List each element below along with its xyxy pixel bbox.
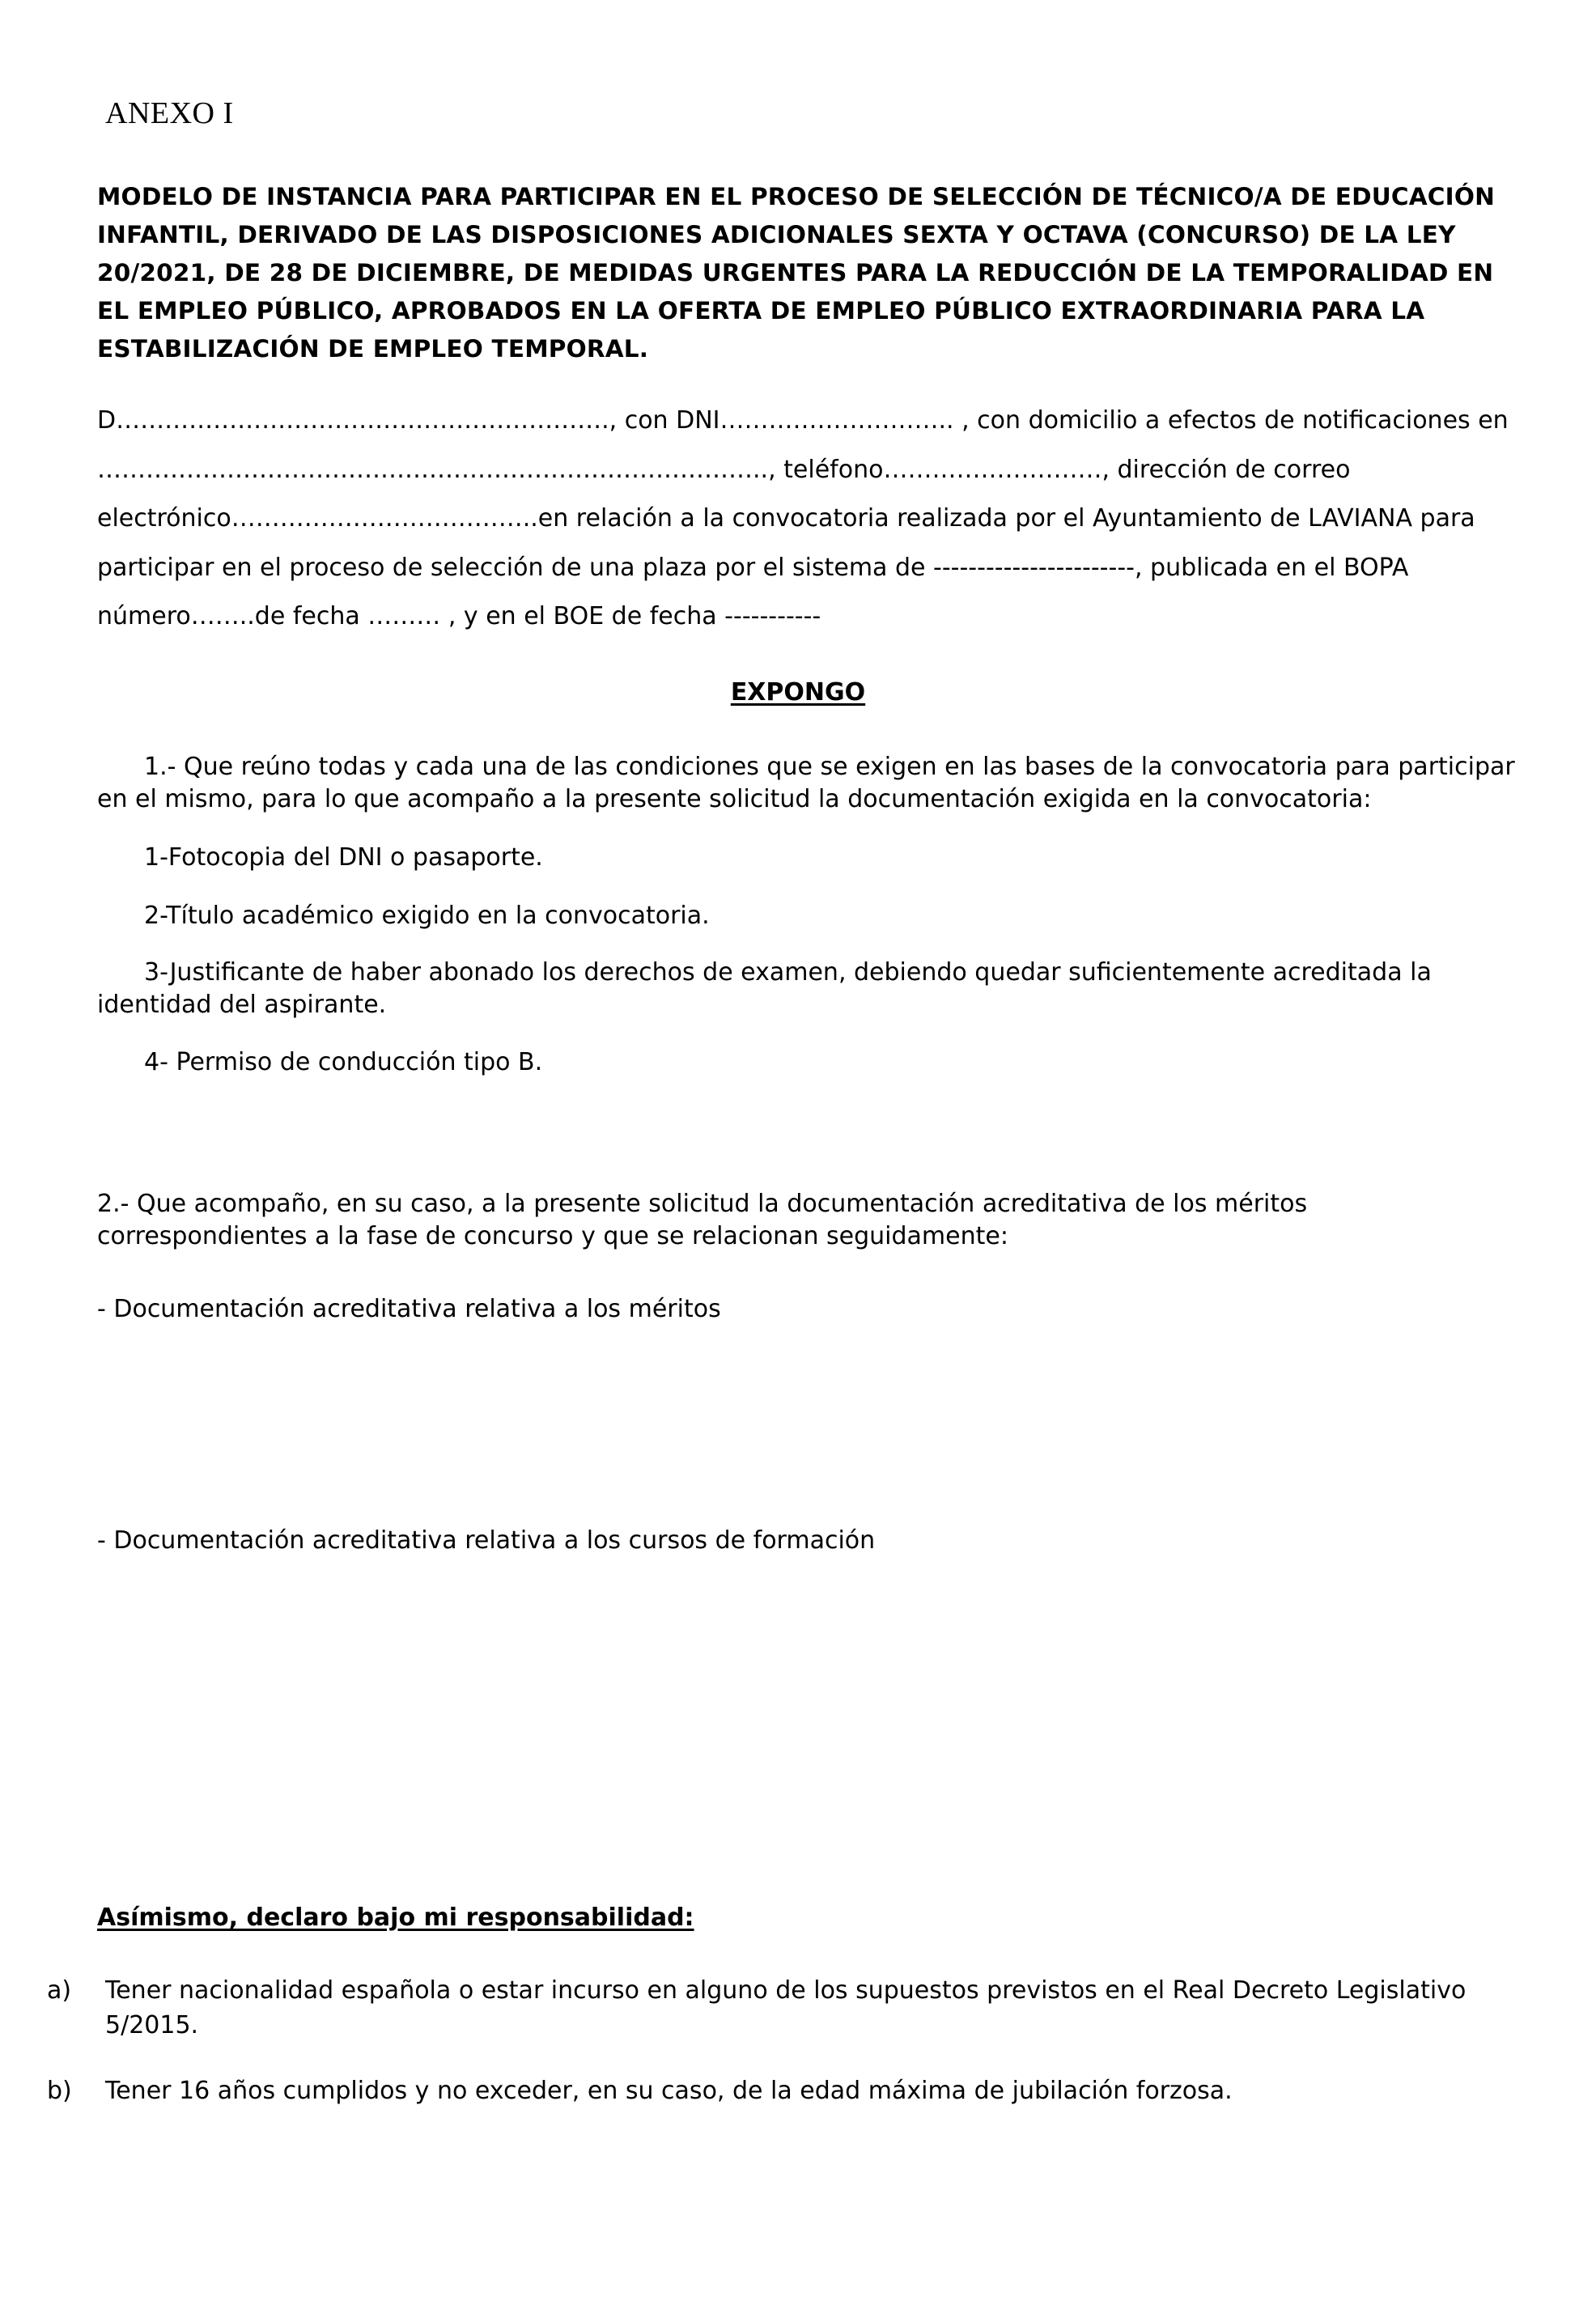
declaration-a-letter: a) [47,1976,72,2005]
expongo-heading: EXPONGO [730,678,866,707]
declaration-heading-wrap [97,1902,1522,1934]
courses-item: - Documentación acreditativa relativa a los cursos de formación [97,1526,876,1555]
document-item-3: 3-Justificante de haber abonado los derechos de examen, debiendo quedar suficientemente acreditada la identidad del aspirante. [97,958,1432,1019]
applicant-details-paragraph: D……………………………………………………., con DNI……………………….. , con domicilio a efectos de notificaciones en ……………………………………………………………………….., teléfono………………………, dirección de correo electrónico………………………………..en relación a la convocatoria realizada por el Ayuntamiento de LAVIANA para participar en el proceso de selección de una plaza por el sistema de -----------------------, publicada en el BOPA número……..de fecha ……… , y en el BOE de fecha ----------- [97,406,1509,630]
point-2-paragraph: 2.- Que acompaño, en su caso, a la presente solicitud la documentación acreditativa de los méritos correspondientes a la fase de concurso y que se relacionan seguidamente: [97,1190,1308,1250]
point-1-paragraph: 1.- Que reúno todas y cada una de las condiciones que se exigen en las bases de la convocatoria para participar en el mismo, para lo que acompaño a la presente solicitud la documentación exigida en la convocatoria: [97,753,1515,813]
declaration-b-text: Tener 16 años cumplidos y no exceder, en su caso, de la edad máxima de jubilación forzosa. [105,2077,1233,2105]
declaration-a-text: Tener nacionalidad española o estar incurso en alguno de los supuestos previstos en el Real Decreto Legislativo 5/2015. [105,1976,1467,2039]
merits-item: - Documentación acreditativa relativa a los méritos [97,1295,721,1323]
document-item-4: 4- Permiso de conducción tipo B. [144,1048,543,1076]
declaration-heading: Asímismo, declaro bajo mi responsabilidad: [97,1903,694,1932]
document-item-2: 2-Título académico exigido en la convocatoria. [144,902,710,930]
document-item-1: 1-Fotocopia del DNI o pasaporte. [144,843,543,872]
annex-label: ANEXO I [105,96,234,130]
declaration-b-letter: b) [47,2077,72,2105]
document-title: MODELO DE INSTANCIA PARA PARTICIPAR EN EL PROCESO DE SELECCIÓN DE TÉCNICO/A DE EDUCACIÓN INFANTIL, DERIVADO DE LAS DISPOSICIONES ADICIONALES SEXTA Y OCTAVA (CONCURSO) DE LA LEY 20/2021, DE 28 DE DICIEMBRE, DE MEDIDAS URGENTES PARA LA REDUCCIÓN DE LA TEMPORALIDAD EN EL EMPLEO PÚBLICO, APROBADOS EN LA OFERTA DE EMPLEO PÚBLICO EXTRAORDINARIA PARA LA ESTABILIZACIÓN DE EMPLEO TEMPORAL. [97,183,1496,363]
